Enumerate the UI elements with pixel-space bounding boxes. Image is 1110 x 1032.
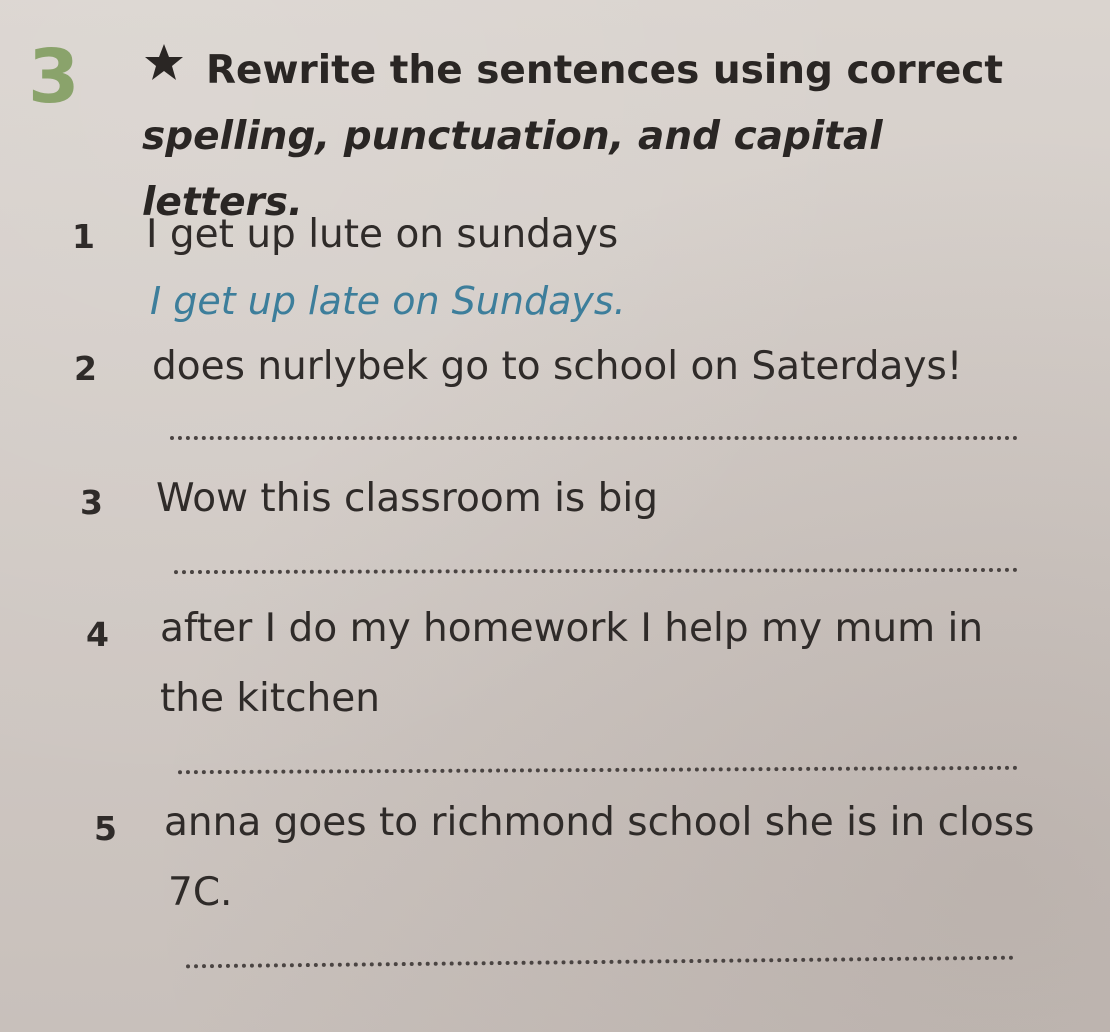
- instruction-line-2: spelling, punctuation, and capital letters.: [142, 114, 883, 225]
- item-3-number: 3: [80, 483, 103, 522]
- item-4-sentence-line-1: after I do my homework I help my mum in: [160, 606, 984, 651]
- item-2-sentence: does nurlybek go to school on Saterdays!: [152, 344, 963, 389]
- item-5-number: 5: [94, 809, 117, 848]
- item-4-sentence-line-2: the kitchen: [160, 676, 380, 721]
- item-4-number: 4: [86, 615, 109, 654]
- item-5-answer-line[interactable]: [186, 956, 1014, 969]
- item-3-sentence: Wow this classroom is big: [156, 476, 658, 521]
- item-2-number: 2: [74, 349, 97, 388]
- item-5-sentence-line-1: anna goes to richmond school she is in closs: [164, 800, 1035, 845]
- instruction-line-1: Rewrite the sentences using correct: [206, 48, 1004, 93]
- item-1-answer: I get up late on Sundays.: [150, 279, 626, 323]
- item-3-answer-line[interactable]: [174, 568, 1018, 574]
- item-2-answer-line[interactable]: [170, 436, 1018, 440]
- item-4-answer-line[interactable]: [178, 766, 1018, 774]
- item-5-sentence-line-2: 7C.: [168, 870, 233, 915]
- item-1-sentence: I get up lute on sundays: [146, 212, 619, 257]
- exercise-number: 3: [28, 34, 80, 120]
- item-1-number: 1: [72, 217, 95, 256]
